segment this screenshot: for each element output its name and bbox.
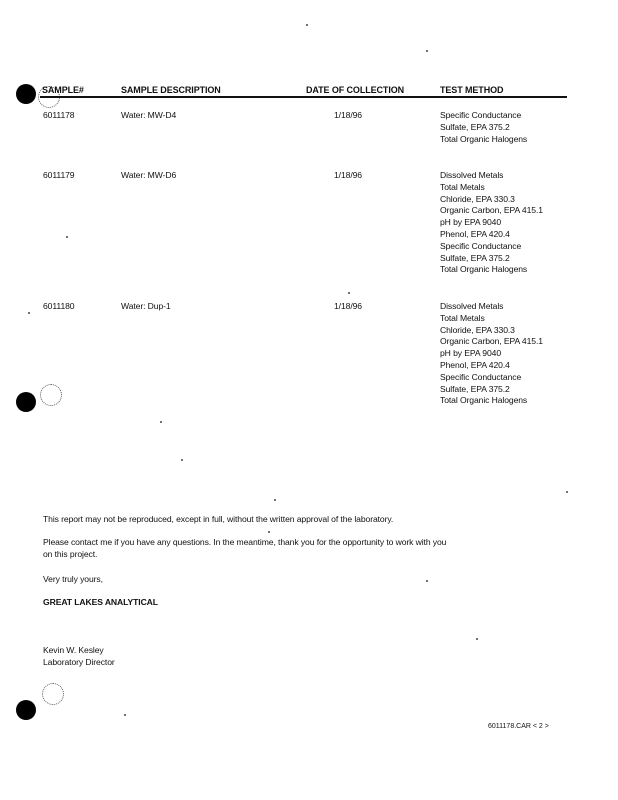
test-method: Chloride, EPA 330.3 xyxy=(440,324,515,335)
test-method: Phenol, EPA 420.4 xyxy=(440,228,510,239)
test-method: Total Metals xyxy=(440,312,485,323)
punch-hole-middle xyxy=(16,392,36,412)
sample-description: Water: MW-D6 xyxy=(121,170,177,180)
test-method: Total Organic Halogens xyxy=(440,395,528,406)
scan-speck xyxy=(348,292,350,294)
scan-speck xyxy=(306,24,308,26)
scan-speck xyxy=(181,459,183,461)
test-method: Total Organic Halogens xyxy=(440,133,528,144)
test-method: Organic Carbon, EPA 415.1 xyxy=(440,205,543,216)
sample-date: 1/18/96 xyxy=(334,110,362,120)
sample-description: Water: Dup-1 xyxy=(121,301,171,311)
test-method: Sulfate, EPA 375.2 xyxy=(440,121,510,132)
test-method: Specific Conductance xyxy=(440,240,522,251)
stamp-ring-middle xyxy=(40,384,62,406)
closing-text: Very truly yours, xyxy=(43,574,103,584)
header-sample-description: SAMPLE DESCRIPTION xyxy=(121,85,221,95)
scan-speck xyxy=(566,491,568,493)
test-method: Phenol, EPA 420.4 xyxy=(440,359,510,370)
scan-speck xyxy=(268,531,270,533)
scan-speck xyxy=(426,50,428,52)
stamp-ring-bottom xyxy=(42,683,64,705)
contact-paragraph: Please contact me if you have any questions. In the meantime, thank you for the opportunity to work with you on this project. xyxy=(43,537,447,559)
test-method: Sulfate, EPA 375.2 xyxy=(440,252,510,263)
scan-speck xyxy=(160,421,162,423)
punch-hole-top xyxy=(16,84,36,104)
header-test-method: TEST METHOD xyxy=(440,85,504,95)
disclaimer-text: This report may not be reproduced, except in full, without the written approval of the laboratory. xyxy=(43,514,394,524)
test-method-list xyxy=(440,301,543,407)
test-method: Dissolved Metals xyxy=(440,170,504,180)
test-method: pH by EPA 9040 xyxy=(440,217,502,228)
test-method: Chloride, EPA 330.3 xyxy=(440,193,515,204)
header-rule xyxy=(40,96,567,98)
header-sample-number: SAMPLE# xyxy=(42,85,84,95)
scan-speck xyxy=(124,714,126,716)
test-method: Total Metals xyxy=(440,181,485,192)
scan-speck xyxy=(426,580,428,582)
signer-name: Kevin W. Kesley xyxy=(43,645,104,655)
sample-date: 1/18/96 xyxy=(334,170,362,180)
test-method-list xyxy=(440,170,543,276)
test-method: Sulfate, EPA 375.2 xyxy=(440,383,510,394)
test-method: Dissolved Metals xyxy=(440,301,504,311)
signature-block xyxy=(43,645,115,669)
header-date-of-collection: DATE OF COLLECTION xyxy=(306,85,405,95)
company-name: GREAT LAKES ANALYTICAL xyxy=(43,597,158,607)
test-method: Total Organic Halogens xyxy=(440,264,528,275)
scan-speck xyxy=(28,312,30,314)
punch-hole-bottom xyxy=(16,700,36,720)
sample-id: 6011178 xyxy=(43,110,75,120)
test-method: Organic Carbon, EPA 415.1 xyxy=(440,336,543,347)
scan-speck xyxy=(274,499,276,501)
test-method: Specific Conductance xyxy=(440,371,522,382)
test-method: Specific Conductance xyxy=(440,110,522,120)
test-method-list xyxy=(440,110,527,145)
scan-speck xyxy=(476,638,478,640)
sample-description: Water: MW-D4 xyxy=(121,110,177,120)
sample-date: 1/18/96 xyxy=(334,301,362,311)
scan-speck xyxy=(66,236,68,238)
signer-title: Laboratory Director xyxy=(43,656,115,667)
file-reference: 6011178.CAR < 2 > xyxy=(488,723,549,730)
sample-id: 6011179 xyxy=(43,170,75,180)
test-method: pH by EPA 9040 xyxy=(440,348,502,359)
sample-id: 6011180 xyxy=(43,301,75,311)
